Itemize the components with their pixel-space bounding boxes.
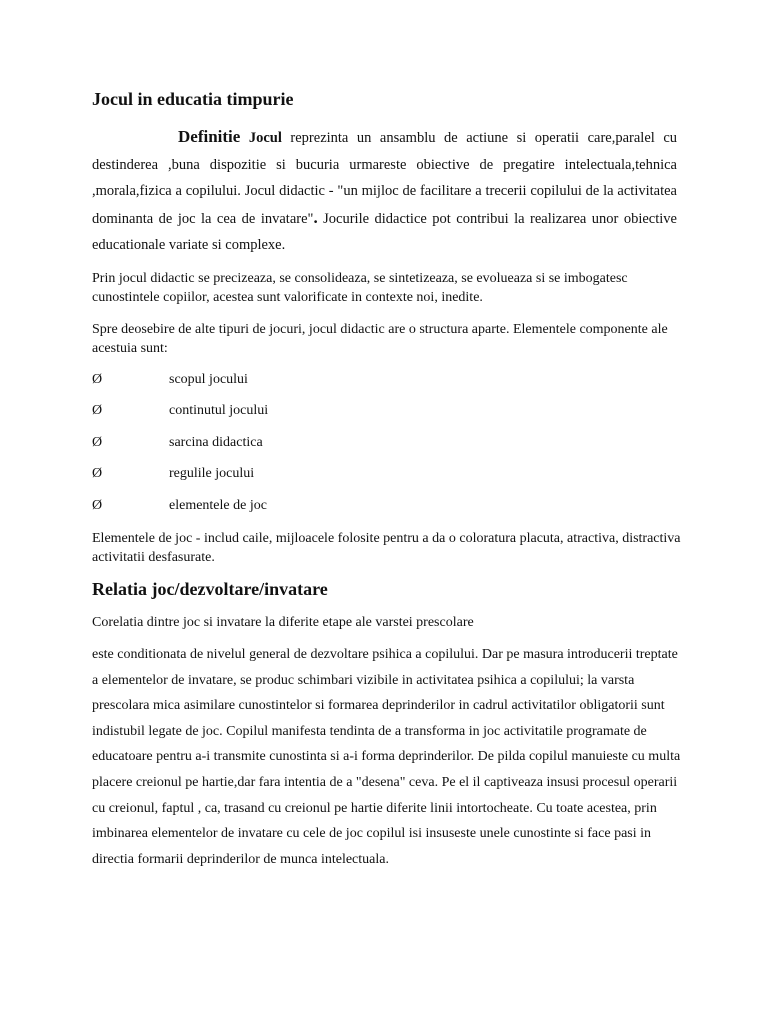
bullet-icon: Ø: [92, 498, 103, 513]
list-item: [92, 497, 267, 515]
paragraph-correlation: Corelatia dintre joc si invatare la diferite etape ale varstei prescolare: [92, 615, 474, 630]
list-item-label: continutul jocului: [169, 403, 269, 418]
page-title: Jocul in educatia timpurie: [92, 89, 294, 109]
bullet-icon: Ø: [92, 372, 103, 387]
paragraph-structure: Spre deosebire de alte tipuri de jocuri, jocul didactic are o structura aparte. Elementele componente ale acestuia sunt:: [92, 322, 668, 356]
paragraph-development: este conditionata de nivelul general de dezvoltare psihica a copilului. Dar pe masura introducerii treptate a elementelor de invatare, se produc schimbari vizibile in activitatea psihica a copilului; la varsta prescolara mica asimilare cunostintelor si formarea deprinderilor in cadrul activitatilor obligatorii sunt indistubil legate de joc. Copilul manifesta tendinta de a transforma in joc activitatile programate de educatoare pentru a-i transmite cunostinta si a-i forma deprinderilor. De pilda copilul manuieste cu multa placere creionul pe hartie,dar fara intentia de a "desena" ceva. Pe el il captiveaza insusi procesul operarii cu creionul, faptul , ca, trasand cu creionul pe hartie diferite linii intortocheate. Cu toate acestea, prin imbinarea elementelor de invatare cu cele de joc copilul isi insuseste unele cunostinte si face pasi in directia formarii deprinderilor de munca intelectuala.: [92, 647, 681, 867]
list-item: [92, 371, 248, 389]
list-item: [92, 402, 268, 420]
list-item-label: sarcina didactica: [169, 435, 263, 450]
jocul-term: Jocul: [248, 130, 282, 146]
definition-text-continued: Jocurile didactice pot contribui la realizarea unor obiective educationale variate si complexe.: [92, 210, 677, 253]
list-item: [92, 465, 254, 483]
definition-text: reprezinta un ansamblu de actiune si operatii care,paralel cu destinderea ,buna dispozitie si bucuria urmareste obiective de pregatire intelectuala,tehnica ,morala,fizica a copilului. Jocul didactic - "un mijloc de facilitare a trecerii copilului de la activitatea dominanta de joc la cea de invatare": [92, 130, 677, 227]
list-item: [92, 434, 263, 452]
list-item-label: elementele de joc: [169, 498, 267, 513]
paragraph-didactic-game: Prin jocul didactic se precizeaza, se consolideaza, se sintetizeaza, se evolueaza si se imbogatesc cunostintele copiilor, acestea sunt valorificate in contexte noi, inedite.: [92, 271, 628, 305]
paragraph-game-elements: Elementele de joc - includ caile, mijloacele folosite pentru a da o coloratura placuta, atractiva, distractiva activitatii desfasurate.: [92, 531, 681, 565]
list-item-label: regulile jocului: [169, 466, 255, 481]
definition-paragraph: [92, 124, 677, 259]
definition-period: .: [313, 207, 318, 227]
bullet-icon: Ø: [92, 435, 103, 450]
list-item-label: scopul jocului: [169, 372, 248, 387]
bullet-icon: Ø: [92, 403, 103, 418]
bullet-icon: Ø: [92, 466, 103, 481]
section-heading: Relatia joc/dezvoltare/invatare: [92, 579, 328, 599]
definition-label: Definitie: [178, 127, 241, 146]
